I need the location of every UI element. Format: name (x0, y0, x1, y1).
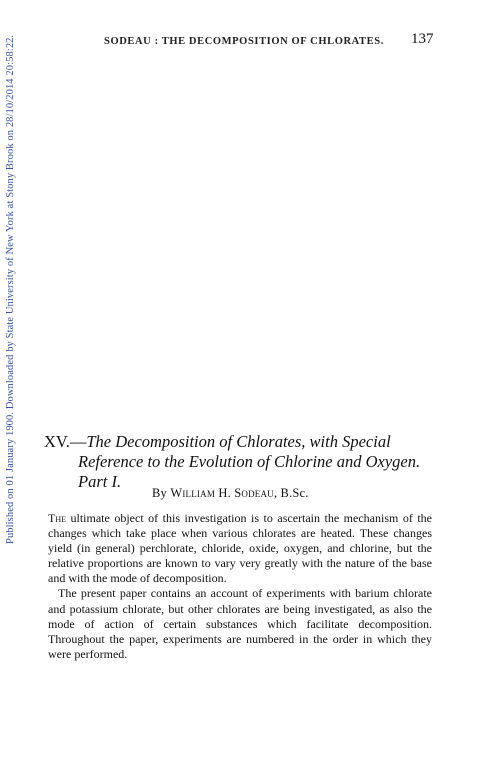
title-line-3: Part I. (78, 472, 122, 491)
download-watermark: Published on 01 January 1900. Downloaded by State University of New York at Stony Brook on 28/10/2014 20:58:22. (5, 34, 16, 544)
title-line-1 (44, 432, 436, 452)
page-number: 137 (411, 31, 434, 47)
paragraph-1-text: ultimate object of this investigation is to ascertain the mechanism of the changes which take place when various chlorates are heated. These changes yield (in general) perchlorate, chloride, oxide, oxygen, and chlorine, but the relative proportions are known to vary very greatly with the nature of the base and with the mode of decomposition. (48, 511, 432, 586)
byline-by: By (152, 486, 167, 500)
paragraph-2: The present paper contains an account of experiments with barium chlorate and potassium chlorate, but other chlorates are being investigated, as also the mode of action of certain substances which facilitate decomposition. Throughout the paper, experiments are numbered in the order in which they were performed. (48, 586, 432, 661)
paragraph-lead: The (48, 511, 66, 525)
author-degree: B.Sc. (280, 486, 309, 500)
title-main: The Decomposition of Chlorates, with Special (86, 432, 391, 451)
section-number: XV.— (44, 432, 87, 451)
title-line-2: Reference to the Evolution of Chlorine and Oxygen. (78, 452, 421, 471)
article-title (44, 432, 436, 492)
author-byline (152, 486, 309, 501)
article-body (48, 511, 432, 662)
paragraph-1 (48, 511, 432, 586)
running-head: SODEAU : THE DECOMPOSITION OF CHLORATES. (104, 36, 384, 47)
author-name: William H. Sodeau, (170, 486, 278, 500)
